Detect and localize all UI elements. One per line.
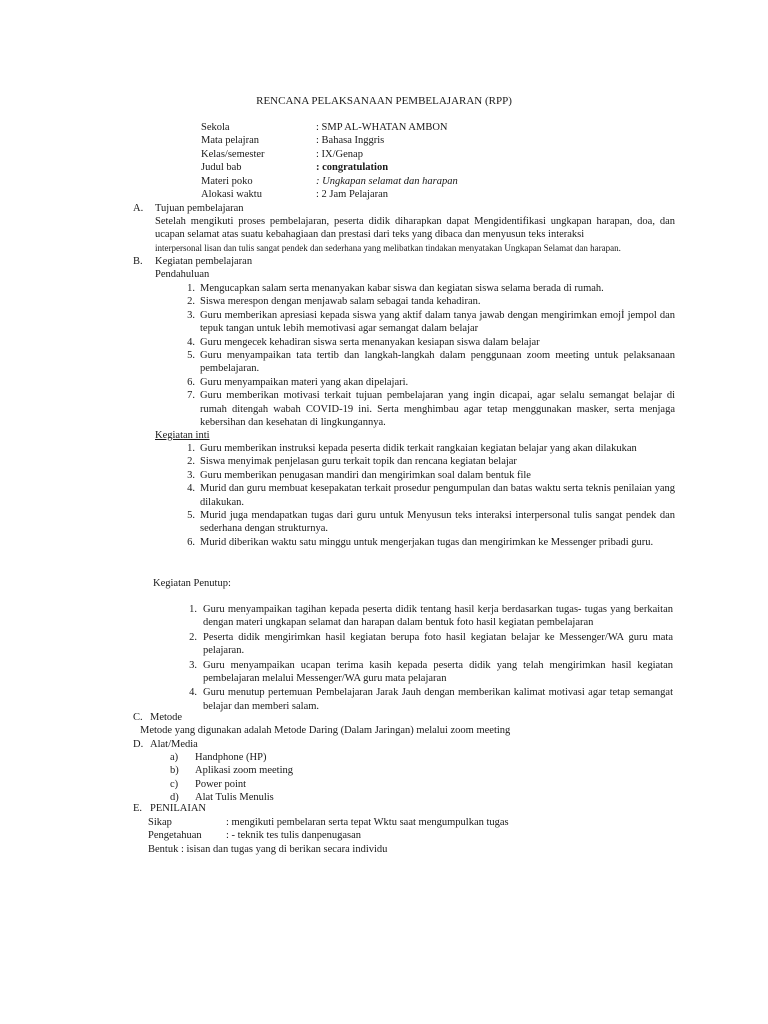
meta-value-time: : 2 Jam Pelajaran — [316, 189, 389, 200]
list-item: 3. Guru menyampaikan ucapan terima kasih kepada peserta didik yang telah mengirimkan hasil kegiatan pembelajaran melalui Messenger/WA guru mata pelajaran — [189, 659, 673, 685]
list-item: c) Power point — [170, 778, 247, 790]
list-item: 7. Guru memberikan motivasi terkait tujuan pembelajaran yang ingin dicapai, agar selalu semangat belajar di rumah ditengah wabah COVID-19 ini. Serta menghimbau agar tetap menggunakan masker, serta menjaga kebersihan dan kesehatan di lingkungannya. — [187, 390, 675, 429]
meta-label-material: Materi poko — [201, 176, 253, 187]
document-title: RENCANA PELAKSANAAN PEMBELAJARAN (RPP) — [256, 95, 512, 107]
list-item: b) Aplikasi zoom meeting — [170, 765, 293, 777]
bentuk-text: Bentuk : isisan dan tugas yang di berikan secara individu — [148, 844, 388, 855]
list-item: 2. Siswa merespon dengan menjawab salam sebagai tanda kehadiran. — [187, 296, 481, 308]
list-item: 2. Peserta didik mengirimkan hasil kegiatan berupa foto hasil kegiatan belajar ke Messenger/WA guru mata pelajaran. — [189, 631, 673, 657]
pendahuluan-list — [155, 282, 675, 429]
meta-label-chapter: Judul bab — [201, 162, 242, 173]
section-b-title: Kegiatan pembelajaran — [155, 256, 253, 267]
media-list — [170, 751, 293, 805]
section-b-letter: B. — [133, 256, 143, 267]
section-c-title: Metode — [150, 712, 183, 723]
penutup-title: Kegiatan Penutup: — [153, 578, 231, 589]
list-item: 5. Guru menyampaikan tata tertib dan langkah-langkah dalam penggunaan zoom meeting untuk pelaksanaan pembelajaran. — [187, 350, 675, 375]
meta-label-subject: Mata pelajran — [201, 135, 260, 146]
pendahuluan-title: Pendahuluan — [155, 269, 210, 280]
meta-value-school: : SMP AL-WHATAN AMBON — [316, 122, 448, 133]
list-item: 4. Murid dan guru membuat kesepakatan terkait prosedur pengumpulan dan batas waktu serta teknis penilaian yang dilakukan. — [187, 483, 675, 508]
list-item: 3. Guru memberikan penugasan mandiri dan mengirimkan soal dalam bentuk file — [187, 469, 531, 481]
section-a-text: Setelah mengikuti proses pembelajaran, peserta didik diharapkan dapat Mengidentifikasi ungkapan harapan, doa, dan ucapan selamat atas suatu kebahagiaan dan prestasi dari teks yang dibaca dan menyusun teks interaksi — [155, 216, 675, 241]
inti-list — [155, 442, 675, 549]
list-item: 6. Guru menyampaikan materi yang akan dipelajari. — [187, 376, 409, 388]
section-a-title: Tujuan pembelajaran — [155, 203, 244, 214]
list-item: 1. Guru menyampaikan tagihan kepada peserta didik tentang hasil kerja berdasarkan tugas- tugas yang berkaitan dengan materi ungkapan selamat dan harapan dalam bentuk foto hasil kegiatan pembelajaran — [189, 604, 673, 629]
list-item: 1. Guru memberikan instruksi kepada peserta didik terkait rangkaian kegiatan belajar yang akan dilakukan — [187, 443, 637, 454]
section-d-title: Alat/Media — [150, 739, 198, 750]
list-item: 4. Guru menutup pertemuan Pembelajaran Jarak Jauh dengan memberikan kalimat motivasi agar tetap semangat belajar dan memberi salam. — [189, 687, 673, 712]
pengetahuan-label: Pengetahuan — [148, 830, 202, 841]
list-item: 4. Guru mengecek kehadiran siswa serta menanyakan kesiapan siswa dalam belajar — [187, 336, 540, 348]
list-item: 1. Mengucapkan salam serta menanyakan kabar siswa dan kegiatan siswa selama berada di rumah. — [187, 283, 604, 294]
penutup-list — [160, 603, 673, 714]
meta-label-class: Kelas/semester — [201, 149, 265, 160]
meta-label-school: Sekola — [201, 122, 230, 133]
list-item: 6. Murid diberikan waktu satu minggu untuk mengerjakan tugas dan mengirimkan ke Messenger pribadi guru. — [187, 536, 654, 548]
section-a-letter: A. — [133, 203, 144, 214]
section-e-letter: E. — [133, 803, 143, 814]
list-item: 5. Murid juga mendapatkan tugas dari guru untuk Menyusun teks interaksi interpersonal tulis sangat pendek dan sederhana dengan strukturnya. — [187, 510, 675, 535]
section-e-title: PENILAIAN — [150, 803, 206, 814]
inti-title: Kegiatan inti — [155, 430, 210, 441]
meta-value-subject: : Bahasa Inggris — [316, 135, 385, 146]
list-item: d) Alat Tulis Menulis — [170, 792, 274, 804]
section-d-letter: D. — [133, 739, 144, 750]
list-item: 3. Guru memberikan apresiasi kepada siswa yang aktif dalam tanya jawab dengan mengirimkan emojİ jempol dan tepuk tangan untuk lebih memotivasi agar semangat dalam belajar — [187, 309, 675, 335]
meta-value-material: : Ungkapan selamat dan harapan — [316, 176, 458, 187]
section-c-letter: C. — [133, 712, 143, 723]
pengetahuan-value: : - teknik tes tulis danpenugasan — [226, 830, 362, 841]
list-item: a) Handphone (HP) — [170, 752, 267, 763]
meta-value-class: : IX/Genap — [316, 149, 363, 160]
sikap-label: Sikap — [148, 817, 172, 828]
list-item: 2. Siswa menyimak penjelasan guru terkait topik dan rencana kegiatan belajar — [187, 456, 517, 468]
sikap-value: : mengikuti pembelaran serta tepat Wktu saat mengumpulkan tugas — [226, 817, 509, 828]
meta-label-time: Alokasi waktu — [201, 189, 262, 200]
section-c-text: Metode yang digunakan adalah Metode Daring (Dalam Jaringan) melalui zoom meeting — [140, 725, 511, 736]
section-a-text-small: interpersonal lisan dan tulis sangat pendek dan sederhana yang melibatkan tindakan menyatakan Ungkapan Selamat dan harapan. — [155, 243, 621, 253]
meta-value-chapter: : congratulation — [316, 162, 389, 173]
